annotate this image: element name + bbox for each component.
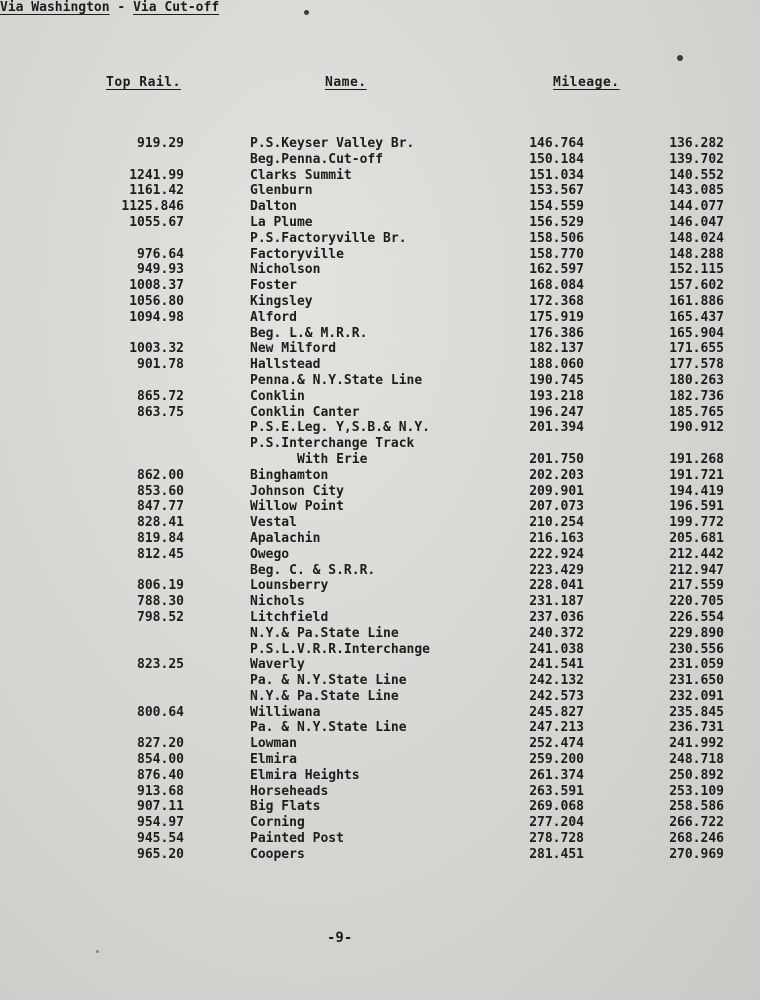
via-washington-cell: 237.036 xyxy=(529,609,584,625)
via-washington-cell: 231.187 xyxy=(529,594,584,610)
via-washington-cell: 196.247 xyxy=(529,404,584,420)
top-rail-cell: 954.97 xyxy=(137,815,184,831)
table-row xyxy=(0,231,760,247)
station-name-cell: Beg. L.& M.R.R. xyxy=(250,325,368,341)
via-cutoff-cell: 212.442 xyxy=(669,546,724,562)
table-row xyxy=(0,799,760,815)
station-name-cell: Conklin xyxy=(250,388,305,404)
station-name-cell: P.S.E.Leg. Y,S.B.& N.Y. xyxy=(250,420,431,436)
table-row xyxy=(0,199,760,215)
table-row xyxy=(0,626,760,642)
via-washington-cell: 216.163 xyxy=(529,530,584,546)
station-name-cell: New Milford xyxy=(250,341,337,357)
via-washington-cell: 207.073 xyxy=(529,499,584,515)
via-washington-cell: 263.591 xyxy=(529,783,584,799)
via-cutoff-cell: 194.419 xyxy=(669,483,724,499)
station-name-cell: Beg.Penna.Cut-off xyxy=(250,151,384,167)
table-row xyxy=(0,389,760,405)
table-row xyxy=(0,815,760,831)
table-row xyxy=(0,452,760,468)
via-washington-cell: 175.919 xyxy=(529,309,584,325)
table-row xyxy=(0,420,760,436)
via-washington-cell: 172.368 xyxy=(529,293,584,309)
via-cutoff-cell: 139.702 xyxy=(669,151,724,167)
via-washington-cell: 252.474 xyxy=(529,736,584,752)
table-row xyxy=(0,531,760,547)
page-number: -9- xyxy=(327,930,353,946)
top-rail-cell: 847.77 xyxy=(137,499,184,515)
table-row xyxy=(0,515,760,531)
station-name-cell: Dalton xyxy=(250,199,297,215)
station-name-cell: Penna.& N.Y.State Line xyxy=(250,372,423,388)
top-rail-cell: 854.00 xyxy=(137,752,184,768)
station-name-cell: Litchfield xyxy=(250,609,329,625)
station-name-cell: Kingsley xyxy=(250,293,313,309)
top-rail-cell: 812.45 xyxy=(137,546,184,562)
station-name-cell: Pa. & N.Y.State Line xyxy=(250,720,407,736)
top-rail-cell: 863.75 xyxy=(137,404,184,420)
header-name: Name. xyxy=(325,75,367,90)
via-washington-cell: 202.203 xyxy=(529,467,584,483)
top-rail-cell: 1008.37 xyxy=(129,278,184,294)
station-name-cell: Conklin Canter xyxy=(250,404,360,420)
station-name-cell: Painted Post xyxy=(250,831,344,847)
header-via-cutoff: Via Cut-off xyxy=(133,0,220,15)
via-washington-cell: 151.034 xyxy=(529,167,584,183)
header-separator: - xyxy=(109,0,134,15)
via-washington-cell: 154.559 xyxy=(529,199,584,215)
table-row xyxy=(0,326,760,342)
top-rail-cell: 806.19 xyxy=(137,578,184,594)
table-row xyxy=(0,563,760,579)
table-row xyxy=(0,152,760,168)
top-rail-cell: 828.41 xyxy=(137,515,184,531)
table-row xyxy=(0,847,760,863)
via-cutoff-cell: 235.845 xyxy=(669,704,724,720)
table-row xyxy=(0,499,760,515)
header-mileage: Mileage. xyxy=(553,75,620,90)
via-washington-cell: 241.541 xyxy=(529,657,584,673)
table-row xyxy=(0,262,760,278)
via-washington-cell: 261.374 xyxy=(529,767,584,783)
via-cutoff-cell: 161.886 xyxy=(669,293,724,309)
top-rail-cell: 1056.80 xyxy=(129,293,184,309)
via-cutoff-cell: 258.586 xyxy=(669,799,724,815)
table-row xyxy=(0,341,760,357)
station-name-cell: Vestal xyxy=(250,515,297,531)
top-rail-cell: 876.40 xyxy=(137,767,184,783)
station-name-cell: La Plume xyxy=(250,214,313,230)
station-name-cell: P.S.Interchange Track xyxy=(250,436,415,452)
via-washington-cell: 223.429 xyxy=(529,562,584,578)
top-rail-cell: 901.78 xyxy=(137,357,184,373)
table-row xyxy=(0,278,760,294)
table-row xyxy=(0,436,760,452)
table-row xyxy=(0,373,760,389)
via-washington-cell: 158.506 xyxy=(529,230,584,246)
station-name-cell: Pa. & N.Y.State Line xyxy=(250,673,407,689)
top-rail-cell: 800.64 xyxy=(137,704,184,720)
via-washington-cell: 146.764 xyxy=(529,136,584,151)
table-row xyxy=(0,657,760,673)
station-name-cell: Binghamton xyxy=(250,467,329,483)
table-row xyxy=(0,610,760,626)
station-name-cell: Corning xyxy=(250,815,305,831)
via-washington-cell: 277.204 xyxy=(529,815,584,831)
station-name-cell: Waverly xyxy=(250,657,305,673)
station-name-cell: Willow Point xyxy=(250,499,344,515)
top-rail-cell: 1094.98 xyxy=(129,309,184,325)
top-rail-cell: 827.20 xyxy=(137,736,184,752)
table-row xyxy=(0,578,760,594)
via-washington-cell: 241.038 xyxy=(529,641,584,657)
via-washington-cell: 242.132 xyxy=(529,673,584,689)
table-row xyxy=(0,689,760,705)
top-rail-cell: 913.68 xyxy=(137,783,184,799)
via-cutoff-cell: 229.890 xyxy=(669,625,724,641)
via-cutoff-cell: 180.263 xyxy=(669,372,724,388)
via-cutoff-cell: 270.969 xyxy=(669,846,724,862)
station-name-cell: Glenburn xyxy=(250,183,313,199)
via-cutoff-cell: 143.085 xyxy=(669,183,724,199)
via-washington-cell: 259.200 xyxy=(529,752,584,768)
via-cutoff-cell: 191.268 xyxy=(669,451,724,467)
via-washington-cell: 188.060 xyxy=(529,357,584,373)
via-cutoff-cell: 205.681 xyxy=(669,530,724,546)
table-row xyxy=(0,310,760,326)
table-row xyxy=(0,752,760,768)
top-rail-cell: 949.93 xyxy=(137,262,184,278)
via-cutoff-cell: 231.059 xyxy=(669,657,724,673)
via-cutoff-cell: 248.718 xyxy=(669,752,724,768)
header-via-washington: Via Washington xyxy=(0,0,110,15)
station-name-cell: Johnson City xyxy=(250,483,344,499)
station-name-cell: Nicholson xyxy=(250,262,321,278)
via-cutoff-cell: 152.115 xyxy=(669,262,724,278)
via-cutoff-cell: 171.655 xyxy=(669,341,724,357)
via-washington-cell: 201.750 xyxy=(529,451,584,467)
via-washington-cell: 156.529 xyxy=(529,214,584,230)
station-name-cell: Big Flats xyxy=(250,799,321,815)
via-cutoff-cell: 140.552 xyxy=(669,167,724,183)
via-cutoff-cell: 185.765 xyxy=(669,404,724,420)
top-rail-cell: 862.00 xyxy=(137,467,184,483)
via-washington-cell: 247.213 xyxy=(529,720,584,736)
via-washington-cell: 281.451 xyxy=(529,846,584,862)
top-rail-cell: 819.84 xyxy=(137,530,184,546)
ink-speck xyxy=(677,55,683,61)
via-cutoff-cell: 182.736 xyxy=(669,388,724,404)
station-name-cell: P.S.Keyser Valley Br. xyxy=(250,136,415,151)
table-row xyxy=(0,736,760,752)
via-cutoff-cell: 212.947 xyxy=(669,562,724,578)
top-rail-cell: 965.20 xyxy=(137,846,184,862)
via-cutoff-cell: 157.602 xyxy=(669,278,724,294)
via-cutoff-cell: 190.912 xyxy=(669,420,724,436)
via-washington-cell: 162.597 xyxy=(529,262,584,278)
via-cutoff-cell: 196.591 xyxy=(669,499,724,515)
top-rail-cell: 865.72 xyxy=(137,388,184,404)
top-rail-cell: 1125.846 xyxy=(121,199,184,215)
station-name-cell: With Erie xyxy=(297,451,368,467)
table-row xyxy=(0,768,760,784)
via-washington-cell: 242.573 xyxy=(529,688,584,704)
table-row xyxy=(0,405,760,421)
via-washington-cell: 193.218 xyxy=(529,388,584,404)
table-row xyxy=(0,183,760,199)
station-name-cell: Alford xyxy=(250,309,297,325)
via-washington-cell: 201.394 xyxy=(529,420,584,436)
table-row xyxy=(0,642,760,658)
via-cutoff-cell: 250.892 xyxy=(669,767,724,783)
table-row xyxy=(0,673,760,689)
via-washington-cell: 182.137 xyxy=(529,341,584,357)
station-name-cell: Horseheads xyxy=(250,783,329,799)
via-cutoff-cell: 232.091 xyxy=(669,688,724,704)
via-washington-cell: 222.924 xyxy=(529,546,584,562)
via-cutoff-cell: 266.722 xyxy=(669,815,724,831)
table-row xyxy=(0,547,760,563)
table-row xyxy=(0,484,760,500)
via-cutoff-cell: 148.288 xyxy=(669,246,724,262)
via-washington-cell: 153.567 xyxy=(529,183,584,199)
station-name-cell: P.S.L.V.R.R.Interchange xyxy=(250,641,431,657)
table-row xyxy=(0,594,760,610)
station-name-cell: Elmira xyxy=(250,752,297,768)
station-name-cell: Foster xyxy=(250,278,297,294)
station-name-cell: Owego xyxy=(250,546,290,562)
via-cutoff-cell: 236.731 xyxy=(669,720,724,736)
top-rail-cell: 919.29 xyxy=(137,136,184,151)
via-cutoff-cell: 226.554 xyxy=(669,609,724,625)
via-washington-cell: 210.254 xyxy=(529,515,584,531)
header-mileage-subheads xyxy=(0,0,760,15)
via-washington-cell: 150.184 xyxy=(529,151,584,167)
station-name-cell: P.S.Factoryville Br. xyxy=(250,230,407,246)
table-row xyxy=(0,357,760,373)
station-name-cell: Factoryville xyxy=(250,246,344,262)
via-cutoff-cell: 136.282 xyxy=(669,136,724,151)
top-rail-cell: 945.54 xyxy=(137,831,184,847)
table-row xyxy=(0,215,760,231)
top-rail-cell: 788.30 xyxy=(137,594,184,610)
via-cutoff-cell: 177.578 xyxy=(669,357,724,373)
via-cutoff-cell: 230.556 xyxy=(669,641,724,657)
table-row xyxy=(0,136,760,152)
table-row xyxy=(0,247,760,263)
top-rail-cell: 1161.42 xyxy=(129,183,184,199)
station-name-cell: Clarks Summit xyxy=(250,167,352,183)
header-top-rail: Top Rail. xyxy=(106,75,181,90)
via-cutoff-cell: 253.109 xyxy=(669,783,724,799)
table-row xyxy=(0,831,760,847)
via-cutoff-cell: 146.047 xyxy=(669,214,724,230)
station-name-cell: Coopers xyxy=(250,846,305,862)
via-washington-cell: 190.745 xyxy=(529,372,584,388)
via-cutoff-cell: 144.077 xyxy=(669,199,724,215)
station-name-cell: Hallstead xyxy=(250,357,321,373)
station-name-cell: Elmira Heights xyxy=(250,767,360,783)
via-washington-cell: 245.827 xyxy=(529,704,584,720)
table-row xyxy=(0,294,760,310)
ink-speck xyxy=(96,950,99,953)
via-cutoff-cell: 191.721 xyxy=(669,467,724,483)
via-cutoff-cell: 220.705 xyxy=(669,594,724,610)
via-washington-cell: 278.728 xyxy=(529,831,584,847)
station-name-cell: Lounsberry xyxy=(250,578,329,594)
via-cutoff-cell: 231.650 xyxy=(669,673,724,689)
top-rail-cell: 798.52 xyxy=(137,609,184,625)
via-cutoff-cell: 268.246 xyxy=(669,831,724,847)
via-washington-cell: 158.770 xyxy=(529,246,584,262)
top-rail-cell: 976.64 xyxy=(137,246,184,262)
via-cutoff-cell: 165.437 xyxy=(669,309,724,325)
via-washington-cell: 228.041 xyxy=(529,578,584,594)
table-row xyxy=(0,784,760,800)
station-name-cell: Beg. C. & S.R.R. xyxy=(250,562,376,578)
table-row xyxy=(0,720,760,736)
top-rail-cell: 1003.32 xyxy=(129,341,184,357)
via-washington-cell: 209.901 xyxy=(529,483,584,499)
top-rail-cell: 907.11 xyxy=(137,799,184,815)
via-washington-cell: 269.068 xyxy=(529,799,584,815)
ink-speck xyxy=(304,10,309,15)
via-cutoff-cell: 165.904 xyxy=(669,325,724,341)
station-name-cell: N.Y.& Pa.State Line xyxy=(250,625,399,641)
table-row xyxy=(0,705,760,721)
via-cutoff-cell: 241.992 xyxy=(669,736,724,752)
station-name-cell: Williwana xyxy=(250,704,321,720)
station-name-cell: Lowman xyxy=(250,736,297,752)
station-name-cell: Apalachin xyxy=(250,530,321,546)
via-washington-cell: 240.372 xyxy=(529,625,584,641)
station-name-cell: Nichols xyxy=(250,594,305,610)
top-rail-cell: 853.60 xyxy=(137,483,184,499)
via-cutoff-cell: 217.559 xyxy=(669,578,724,594)
via-washington-cell: 168.084 xyxy=(529,278,584,294)
station-name-cell: N.Y.& Pa.State Line xyxy=(250,688,399,704)
top-rail-cell: 823.25 xyxy=(137,657,184,673)
top-rail-cell: 1055.67 xyxy=(129,214,184,230)
mileage-table xyxy=(0,136,760,863)
via-cutoff-cell: 148.024 xyxy=(669,230,724,246)
via-cutoff-cell: 199.772 xyxy=(669,515,724,531)
via-washington-cell: 176.386 xyxy=(529,325,584,341)
table-row xyxy=(0,168,760,184)
table-row xyxy=(0,468,760,484)
top-rail-cell: 1241.99 xyxy=(129,167,184,183)
